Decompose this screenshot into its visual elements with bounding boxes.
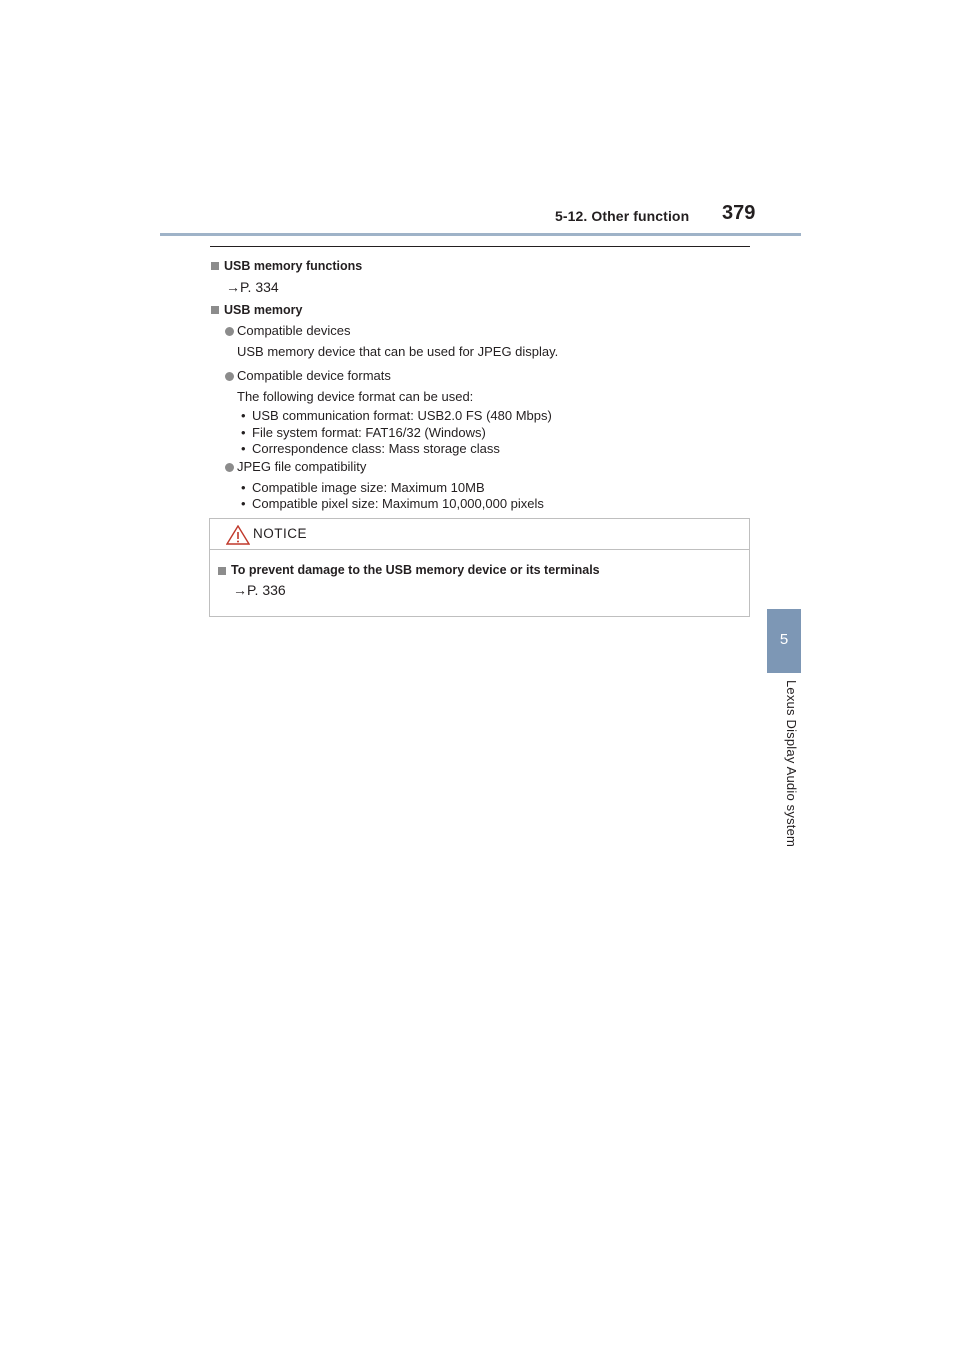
warning-triangle-icon [226, 525, 250, 550]
heading-text: To prevent damage to the USB memory device or its terminals [231, 563, 600, 577]
section-title: 5-12. Other function [555, 208, 690, 224]
item-title: Compatible devices [237, 322, 351, 338]
usb-functions-heading [210, 258, 750, 274]
notice-body [217, 563, 737, 598]
content-rule [210, 246, 750, 247]
page-reference: →P. 334 [226, 279, 279, 296]
square-bullet-icon [218, 567, 226, 575]
chapter-title: Lexus Display Audio system [784, 680, 799, 848]
compatible-devices-text: USB memory device that can be used for JPEG display. [237, 343, 559, 359]
list-item: • Correspondence class: Mass storage class [241, 440, 500, 456]
usb-memory-heading [210, 302, 750, 318]
page-number: 379 [722, 202, 756, 224]
notice-title: NOTICE [253, 526, 308, 541]
heading-text: USB memory functions [224, 259, 363, 273]
main-content [210, 258, 750, 512]
list-item: • Compatible image size: Maximum 10MB [241, 479, 485, 495]
circle-bullet-icon [225, 463, 234, 472]
list-item: • Compatible pixel size: Maximum 10,000,000 pixels [241, 496, 544, 512]
page-reference: →P. 336 [233, 582, 286, 598]
notice-box [209, 518, 750, 617]
list-item: • File system format: FAT16/32 (Windows) [241, 424, 486, 440]
square-bullet-icon [211, 262, 219, 270]
header-rule [160, 233, 801, 236]
jpeg-compatibility-item [210, 459, 750, 476]
notice-header [210, 519, 749, 550]
chapter-number: 5 [779, 631, 789, 648]
heading-text: USB memory [224, 303, 303, 318]
notice-heading [217, 563, 737, 577]
jpeg-list [210, 480, 750, 513]
chapter-tab [767, 609, 801, 673]
circle-bullet-icon [225, 372, 234, 381]
item-title: Compatible device formats [237, 368, 391, 384]
compatible-devices-item [210, 323, 750, 340]
compatible-formats-item [210, 368, 750, 385]
formats-list [210, 408, 750, 457]
circle-bullet-icon [225, 327, 234, 336]
list-item: • USB communication format: USB2.0 FS (480 Mbps) [241, 408, 552, 424]
item-title: JPEG file compatibility [237, 459, 367, 474]
square-bullet-icon [211, 306, 219, 314]
formats-intro: The following device format can be used: [237, 389, 474, 405]
